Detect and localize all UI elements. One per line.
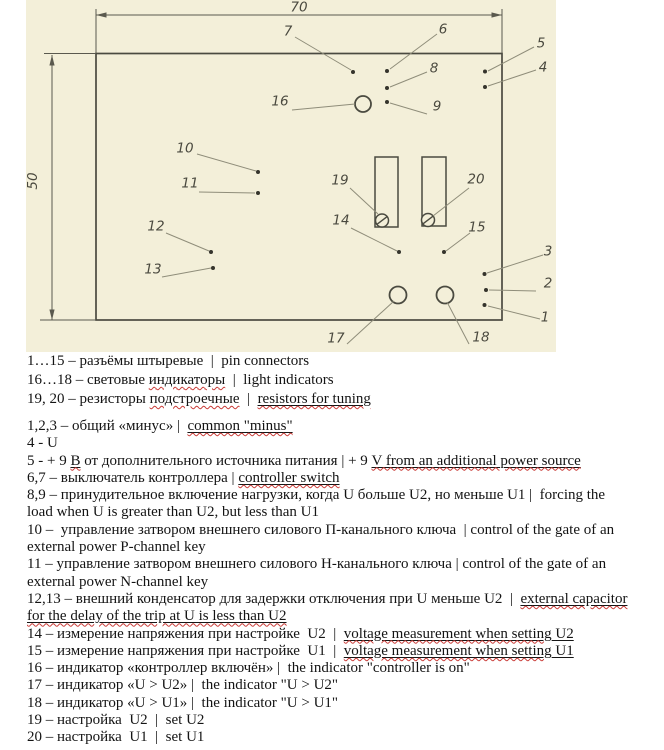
legend-segment: 20 – настройка U1 | set U1 bbox=[27, 729, 205, 746]
legend-line bbox=[27, 660, 657, 677]
legend-segment: U2 bbox=[551, 625, 574, 642]
legend-segment bbox=[258, 391, 371, 407]
legend-segment: external power P-channel key bbox=[27, 539, 206, 556]
legend-line bbox=[27, 522, 657, 539]
legend-segment: 4 - U bbox=[27, 435, 58, 452]
legend-line bbox=[27, 556, 657, 573]
legend-segment: 14 – измерение напряжения при настройке U2 | bbox=[27, 625, 344, 642]
board-drawing-canvas bbox=[0, 0, 664, 352]
legend-line bbox=[27, 591, 657, 608]
legend-segment: U1 bbox=[551, 642, 574, 659]
legend-segment: | light indicators bbox=[225, 372, 334, 388]
legend-line bbox=[27, 418, 657, 435]
legend-segment bbox=[187, 418, 292, 434]
pin-connector-14-dot bbox=[397, 250, 401, 254]
callout-5-number: 5 bbox=[536, 35, 546, 52]
legend-segment: load when U is greater than U2, but less than U1 bbox=[27, 504, 320, 521]
callout-1-number: 1 bbox=[540, 309, 550, 326]
legend-segment: подстроечные bbox=[149, 391, 240, 407]
legend-segment-flagged: voltage measurement when setting bbox=[343, 642, 552, 659]
board-drawing bbox=[0, 0, 664, 352]
legend-segment bbox=[27, 608, 287, 624]
legend-segment bbox=[238, 470, 339, 486]
legend-segment: 1,2,3 – общий «минус» | bbox=[27, 418, 188, 434]
callout-12-number: 12 bbox=[147, 218, 165, 235]
legend-segment bbox=[70, 453, 80, 469]
callout-19-number: 19 bbox=[331, 172, 349, 189]
pin-connector-8-dot bbox=[385, 86, 389, 90]
legend-segment-flagged: common "minus" bbox=[187, 418, 293, 434]
pin-connector-13-dot bbox=[211, 266, 215, 270]
legend-segment-flagged: voltage measurement when setting bbox=[343, 625, 552, 642]
callout-9-number: 9 bbox=[432, 98, 442, 115]
callout-2-number: 2 bbox=[543, 275, 553, 292]
legend-group-components bbox=[27, 352, 657, 409]
callout-6-number: 6 bbox=[438, 21, 448, 38]
legend-segment: 6,7 – выключатель контроллера | bbox=[27, 469, 239, 486]
legend-segment-flagged: for the delay of the trip at U is less than U2 bbox=[27, 608, 287, 625]
pin-connector-6-dot bbox=[385, 69, 389, 73]
legend-segment: 1…15 – разъёмы штыревые | pin connectors bbox=[27, 353, 310, 369]
legend-segment: от дополнительного источника питания | + 9 bbox=[80, 452, 372, 469]
pin-connector-10-dot bbox=[256, 170, 260, 174]
pin-connector-1-dot bbox=[483, 303, 487, 307]
legend-segment: 15 – измерение напряжения при настройке U1 | bbox=[27, 642, 344, 659]
pin-connector-12-dot bbox=[209, 250, 213, 254]
legend-line bbox=[27, 695, 657, 712]
legend-line bbox=[27, 608, 657, 625]
callout-17-number: 17 bbox=[327, 330, 345, 347]
legend bbox=[27, 352, 657, 747]
legend-line bbox=[27, 574, 657, 591]
pin-connector-9-dot bbox=[385, 100, 389, 104]
legend-segment: external power N-channel key bbox=[27, 573, 209, 590]
legend-line bbox=[27, 470, 657, 487]
legend-line bbox=[27, 729, 657, 746]
callout-3-number: 3 bbox=[543, 243, 553, 260]
legend-segment-flagged: external capacitor bbox=[520, 590, 628, 607]
legend-segment: 19 – настройка U2 | set U2 bbox=[27, 712, 205, 729]
callout-14-number: 14 bbox=[332, 212, 350, 229]
pin-connector-5-dot bbox=[483, 70, 487, 74]
legend-segment bbox=[344, 643, 552, 659]
legend-segment: 19, 20 – резисторы bbox=[27, 391, 150, 407]
pin-connector-15-dot bbox=[442, 250, 446, 254]
legend-group-pins bbox=[27, 418, 657, 747]
legend-line bbox=[27, 643, 657, 660]
legend-segment: 16…18 – световые bbox=[27, 372, 149, 388]
callout-7-number: 7 bbox=[283, 23, 293, 40]
legend-segment bbox=[344, 626, 552, 642]
callout-18-number: 18 bbox=[472, 329, 490, 346]
legend-line bbox=[27, 677, 657, 694]
callout-16-number: 16 bbox=[271, 93, 289, 110]
legend-segment-flagged: controller switch bbox=[238, 469, 340, 486]
callout-20-number: 20 bbox=[467, 171, 485, 188]
legend-segment bbox=[372, 453, 581, 469]
legend-line bbox=[27, 504, 657, 521]
legend-segment: 18 – индикатор «U > U1» | the indicator "U > U1" bbox=[27, 694, 339, 711]
legend-segment: 8,9 – принудительное включение нагрузки, когда U больше U2, но меньше U1 | forcing the bbox=[27, 487, 606, 504]
legend-line bbox=[27, 626, 657, 643]
legend-segment: 12,13 – внешний конденсатор для задержки отключения при U меньше U2 | bbox=[27, 590, 521, 607]
legend-segment: 16 – индикатор «контроллер включён» | the indicator "controller is on" bbox=[27, 660, 470, 677]
legend-segment-flagged: В bbox=[70, 452, 81, 469]
legend-segment: 17 – индикатор «U > U2» | the indicator "U > U2" bbox=[27, 677, 339, 694]
callout-10-number: 10 bbox=[176, 140, 194, 157]
legend-line bbox=[27, 435, 657, 452]
legend-line bbox=[27, 453, 657, 470]
pin-connector-3-dot bbox=[483, 272, 487, 276]
pin-connector-4-dot bbox=[483, 85, 487, 89]
callout-13-number: 13 bbox=[144, 261, 162, 278]
legend-segment: 5 - + 9 bbox=[27, 452, 71, 469]
legend-segment: индикаторы bbox=[148, 372, 226, 388]
callout-11-number: 11 bbox=[181, 175, 199, 192]
legend-segment: 10 – управление затвором внешнего силового П-канального ключа | control of the gate of an bbox=[27, 521, 615, 538]
legend-line bbox=[27, 539, 657, 556]
legend-line bbox=[27, 487, 657, 504]
legend-segment-flagged: V from an additional power source bbox=[371, 452, 581, 469]
legend-segment bbox=[520, 591, 627, 607]
legend-segment: 11 – управление затвором внешнего силового Н-канального ключа | control of the gate of an bbox=[27, 556, 607, 573]
pin-connector-2-dot bbox=[484, 288, 488, 292]
pin-connector-11-dot bbox=[256, 191, 260, 195]
pin-connector-7-dot bbox=[351, 70, 355, 74]
legend-segment: | bbox=[239, 391, 258, 407]
dimension-width-value: 70 bbox=[290, 0, 308, 16]
legend-segment-flagged: resistors for tuning bbox=[257, 391, 371, 407]
dimension-height-value: 50 bbox=[25, 172, 41, 190]
legend-line bbox=[27, 371, 657, 390]
legend-line bbox=[27, 712, 657, 729]
callout-15-number: 15 bbox=[468, 219, 486, 236]
callout-8-number: 8 bbox=[429, 60, 439, 77]
callout-4-number: 4 bbox=[538, 59, 548, 76]
legend-line bbox=[27, 352, 657, 371]
legend-line bbox=[27, 390, 657, 409]
